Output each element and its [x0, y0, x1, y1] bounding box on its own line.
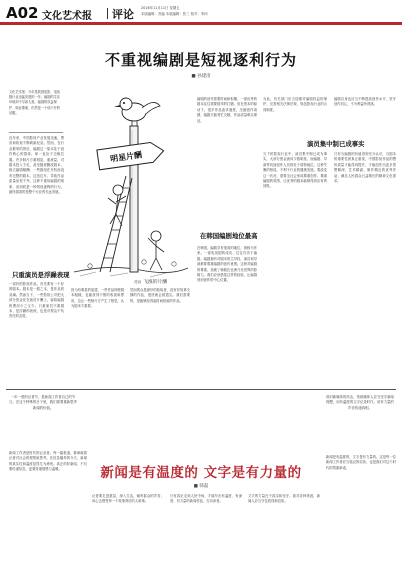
- right-sidebar: 面对新媒体的冲击，传统媒体人应当坚守新闻理想，用有温度的文字记录时代，用有力量的声音传递真相。: [326, 395, 394, 410]
- article-byline: [0, 73, 402, 79]
- section-divider: [6, 389, 396, 390]
- figure-head: [151, 231, 161, 241]
- paper-name: 文化艺术报: [42, 11, 92, 22]
- subheading-2: 在韩国编剧地位最高: [200, 232, 258, 240]
- article-column-4b: 在韩国，编剧享有很高的地位，被称为作家。一部电视剧的成功，往往归功于编剧。编剧拥有对剧本的主导权，演员和导演都要尊重编剧的创作意图。这种对编剧的尊重，造就了韩剧在亚洲乃至世界的影响力。我们应该借鉴这样的经验，让编剧回到创作的中心位置。: [197, 246, 257, 283]
- article2-column-4: 文字的力量在于真实和坚守。面对各种诱惑，新闻人应当守住底线和良知。: [248, 494, 320, 504]
- bird-eye: [123, 102, 125, 104]
- article2-column-2: 记者要走进基层，深入生活，倾听群众的声音，用心去感受每一个故事背后的人和事。: [92, 494, 164, 504]
- byline-text: ■ 韩磊: [193, 484, 209, 489]
- left-sidebar: 一年一度的记者节，是新闻工作者自己的节日。在这个特殊的日子里，我们需要重新思考新闻的价值。: [9, 395, 77, 410]
- masthead: [0, 0, 402, 24]
- issue-date: 2016年11月11日 星期五: [141, 6, 180, 10]
- byline-text: ■ 孙建清: [191, 74, 211, 79]
- article-column-1: 近年来，中国影视产业发展迅速，票房和收视不断刷新纪录。然而，在行业繁荣的背后，编剧这一原本处于创作核心的群体，却一直处于边缘位置。许多制片方重明星、重流量，对剧本投入不足，甚至随意删改剧本、拖欠编剧稿酬。一些剧组在开机前没有完整的剧本，边拍边写，导致作品质量参差不齐。这种不重视编剧的现象，说到底是一种短视逐利的行为，最终损害的是整个行业的长远发展。: [9, 136, 64, 195]
- article-column-6: 编剧自身也应当不断提高创作水平，坚守创作初心，不为利益所诱惑。: [334, 97, 396, 107]
- cartoon-illustration: [70, 86, 190, 280]
- article-column-4: 编剧的创作需要时间和积累，一部优秀的剧本往往需要数年的打磨。但在资本的驱动下，很多作品追求速度，压缩创作周期，编剧只能匆忙交稿，作品质量难以保证。: [197, 97, 257, 123]
- article2-title: 新闻是有温度的 文字是有力量的: [100, 465, 302, 481]
- caption-label: 漫画: [134, 280, 142, 284]
- masthead-separator: [107, 8, 108, 19]
- bird-head: [120, 98, 132, 110]
- subheading-3: 演员集中制已成事实: [307, 140, 365, 148]
- illustration-caption: [134, 278, 167, 285]
- article-column-3: 然而观众是最好的检验者，没有好故事支撑的作品，很快就会被遗忘。我们需要的，是能够经得起时间检验的作品。: [130, 288, 190, 303]
- article-column-2: 因为有明星的加盟，一些作品即使剧本粗糙，也能获得不错的收视和票房，这让一些制片方产生了错觉，认为剧本不重要。: [71, 288, 124, 309]
- header-rule: [0, 22, 402, 25]
- article-column-5b: 当下的影视行业中，演员集中制已成为事实，大部分资金流向少数明星，而编剧、导演等其他创作人员则处于弱势地位。这种失衡的格局，不利于行业的健康发展。要改变这一状况，需要全社会形成尊重创作、尊重编剧的氛围，让优秀的剧本能够得到应有的回报。: [263, 152, 327, 189]
- article2-column-3: 只有真正走到人民中间，才能写出有温度、有深度、有力量的新闻作品，打动读者。: [170, 494, 242, 504]
- section-name: 评论: [112, 8, 134, 21]
- article-abstract: 文化艺术报：今年是我国电影、电视剧行业迅猛发展的一年，编剧的生存环境却不尽如人意。编剧的权益保护、职业尊重，仍然是一个绕不开的话题。: [9, 90, 60, 115]
- abstract-divider: [9, 132, 63, 133]
- page-number: A02: [6, 4, 39, 22]
- sign-text: 明星片酬: [109, 150, 143, 164]
- article-title: 不重视编剧是短视逐利行为: [104, 51, 297, 69]
- article2-column-1: 新闻工作者是时代的记录者。每一篇报道，都承载着记者对社会的观察和思考。在信息爆炸的今天，新闻的真实性和温度显得尤为珍贵。真正的好新闻，不仅要传递信息，更要传递情感与温暖。: [9, 451, 87, 472]
- article-column-1b: 一部好的影视作品，首先要有一个好的剧本。剧本是一剧之本，是作品的灵魂。然而当下，一些影视公司把大部分资金花在演员片酬上，留给编剧的费用少之又少。只重演员不重剧本，是浮躁的表现，也是对观众不负责任的态度。: [9, 282, 64, 319]
- editor-credits: 本版编辑：责编 本版编辑：张三 校对：李四: [141, 12, 208, 16]
- caption-text: 飞涨的片酬: [143, 280, 168, 285]
- figure-head: [113, 185, 123, 195]
- article-column-5: 为此，有关部门应当加强对编剧权益的保护，完善相关法律法规，规范影视行业的合同制度。: [263, 97, 327, 112]
- subheading-1: 只重演员是浮躁表现: [12, 271, 70, 279]
- article-column-6b: 只有当编剧的价值得到充分认可，当剧本的重要性被真正重视，中国影视作品的整体质量才能得到提升，才能创作出更多思想精深、艺术精湛、制作精良的优秀作品，满足人民群众日益增长的精神文化需求。: [334, 152, 396, 184]
- article2-column-5: 新闻是有温度的，文字是有力量的。这是每一位新闻工作者应当铭记的信条，也是我们对这个时代的郑重承诺。: [326, 455, 396, 470]
